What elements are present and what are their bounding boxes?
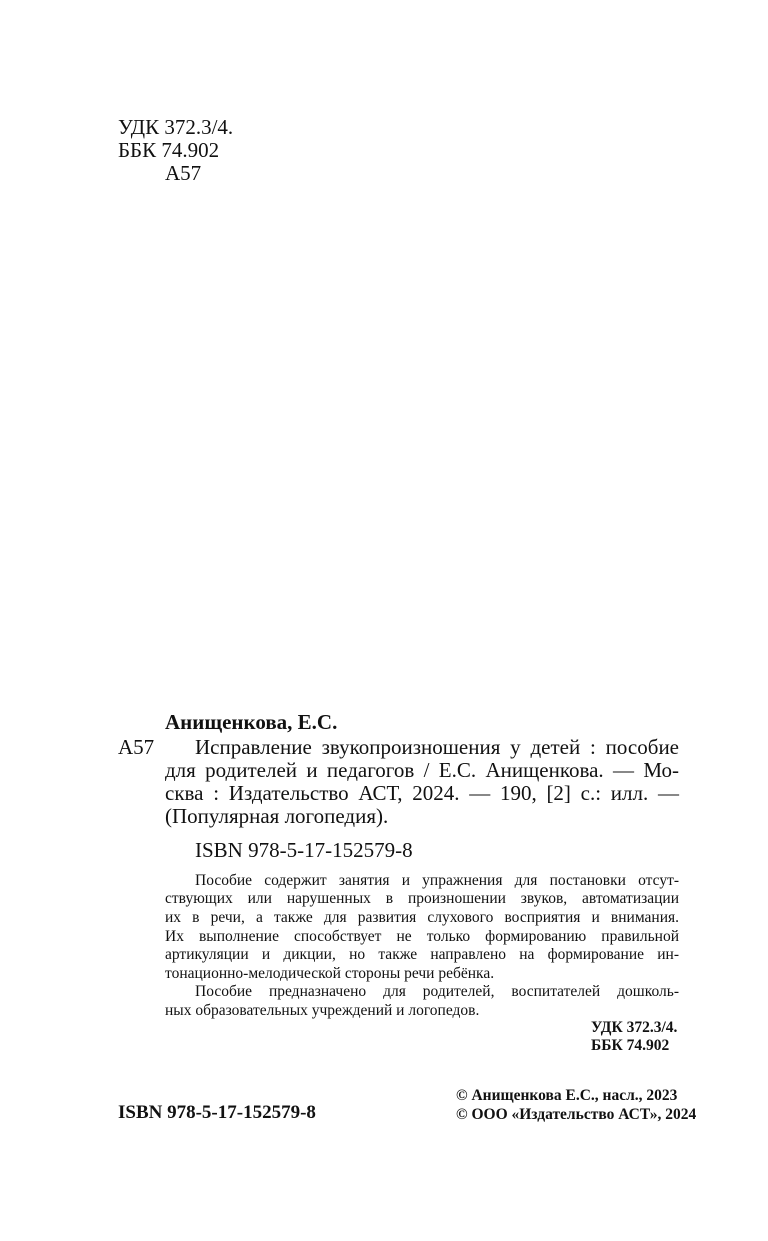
author-heading: Анищенкова, Е.С. [165, 710, 338, 734]
author-sign-top: А57 [165, 161, 202, 185]
udk-top: УДК 372.3/4. [118, 115, 234, 139]
annotation-line-8: ных образовательных учреждений и логопедов. [165, 1002, 480, 1019]
record-line-2: для родителей и педагогов / Е.С. Анищенкова. — Мо- [165, 758, 679, 782]
copyright-author: © Анищенкова Е.С., насл., 2023 [456, 1087, 678, 1104]
annotation-line-7: Пособие предназначено для родителей, воспитателей дошколь- [195, 983, 679, 1000]
annotation-line-1: Пособие содержит занятия и упражнения для постановки отсут- [195, 872, 679, 889]
annotation-line-3: их в речи, а также для развития слухового восприятия и внимания. [165, 909, 679, 926]
record-line-3: сква : Издательство АСТ, 2024. — 190, [2] с.: илл. — [165, 781, 679, 805]
record-line-1: Исправление звукопроизношения у детей : пособие [195, 735, 679, 759]
annotation-line-4: Их выполнение способствует не только формированию правильной [165, 928, 679, 945]
annotation-line-5: артикуляции и дикции, но также направлено на формирование ин- [165, 946, 679, 963]
annotation-line-6: тонационно-мелодической стороны речи ребёнка. [165, 965, 495, 982]
record-line-4: (Популярная логопедия). [165, 804, 389, 828]
footer-isbn: ISBN 978-5-17-152579-8 [118, 1102, 316, 1123]
bbk-bottom: ББК 74.902 [591, 1037, 670, 1054]
record-isbn: ISBN 978-5-17-152579-8 [195, 838, 413, 862]
bbk-top: ББК 74.902 [118, 138, 220, 162]
copyright-publisher: © ООО «Издательство АСТ», 2024 [456, 1106, 697, 1123]
author-sign-record: А57 [118, 735, 155, 759]
udk-bottom: УДК 372.3/4. [591, 1019, 678, 1036]
annotation-line-2: ствующих или нарушенных в произношении звуков, автоматизации [165, 890, 679, 907]
